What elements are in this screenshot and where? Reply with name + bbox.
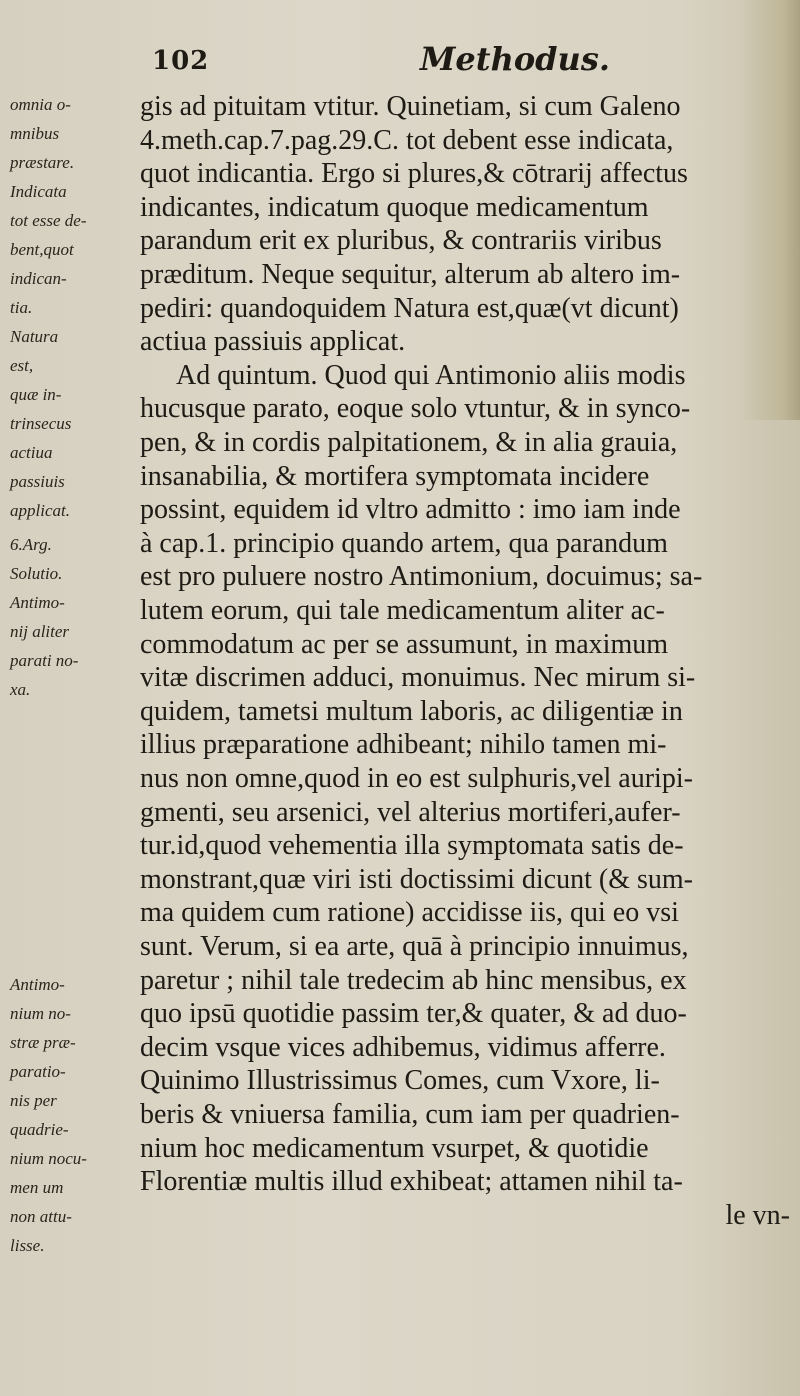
text-line: quidem, tametsi multum laboris, ac diligentiæ in [140,695,683,727]
text-line: nium hoc medicamentum vsurpet, & quotidie [140,1132,649,1164]
text-line: hucusque parato, eoque solo vtuntur, & in synco- [140,393,691,425]
text-line: pediri: quandoquidem Natura est,quæ(vt dicunt) [140,292,679,324]
text-line: gis ad pituitam vtitur. Quinetiam, si cum Galeno [140,91,681,122]
text-line: illius præparatione adhibeant; nihilo tamen mi- [140,729,667,761]
margin-note: Antimo- nium no- stræ præ- paratio- nis per quadrie- nium nocu- men um non attu- lisse. [10,975,87,1255]
text-line: quo ipsū quotidie passim ter,& quater, & ad duo- [140,998,687,1030]
page-header [0,10,800,80]
text-line: vitæ discrimen adduci, monuimus. Nec mirum si- [140,662,696,694]
text-line: Florentiæ multis illud exhibeat; attamen nihil ta- [140,1166,683,1198]
margin-note: 6.Arg. Solutio. Antimo- nij aliter parati no- xa. [10,535,79,699]
text-line: Quinimo Illustrissimus Comes, cum Vxore, li- [140,1065,660,1097]
margin-note: omnia o- mnibus præstare. Indicata tot esse de- bent,quot indican- tia. Natura est, quæ in- trinsecus actiua passiuis applicat. [10,95,87,520]
text-line: nus non omne,quod in eo est sulphuris,vel auripi- [140,763,693,794]
text-line: insanabilia, & mortifera symptomata incidere [140,460,650,492]
text-line: decim vsque vices adhibemus, vidimus afferre. [140,1031,666,1063]
text-line: quot indicantia. Ergo si plures,& cōtrarij affectus [140,158,688,190]
text-line: tur.id,quod vehementia illa symptomata satis de- [140,830,684,862]
text-line: possint, equidem id vltro admitto : imo iam inde [140,494,681,526]
text-line: sunt. Verum, si ea arte, quā à principio innuimus, [140,931,689,962]
text-line: monstrant,quæ viri isti doctissimi dicunt (& sum- [140,863,693,895]
text-line: præditum. Neque sequitur, alterum ab altero im- [140,259,681,290]
text-line: actiua passiuis applicat. [140,326,406,358]
text-line: 4.meth.cap.7.pag.29.C. tot debent esse indicata, [140,124,674,156]
text-line: indicantes, indicatum quoque medicamentum [140,191,649,223]
text-line: commodatum ac per se assumunt, in maximum [140,628,669,660]
text-line: est pro puluere nostro Antimonium, docuimus; sa- [140,561,703,593]
text-line: parandum erit ex pluribus, & contrariis viribus [140,225,662,257]
text-line: gmenti, seu arsenici, vel alterius mortiferi,aufer- [140,796,681,828]
text-line: paretur ; nihil tale tredecim ab hinc mensibus, ex [140,964,687,996]
page-number: 102 [152,46,210,76]
text-line: lutem eorum, qui tale medicamentum aliter ac- [140,595,665,626]
text-line: beris & vniuersa familia, cum iam per quadrien- [140,1099,680,1130]
text-line: le vn- [725,1199,790,1231]
running-head: Methodus. [420,40,610,78]
text-line: Ad quintum. Quod qui Antimonio aliis modis [176,359,686,391]
text-line: pen, & in cordis palpitationem, & in alia grauia, [140,427,678,458]
text-line: ma quidem cum ratione) accidisse iis, qui eo vsi [140,897,679,929]
text-line: à cap.1. principio quando artem, qua parandum [140,527,668,559]
